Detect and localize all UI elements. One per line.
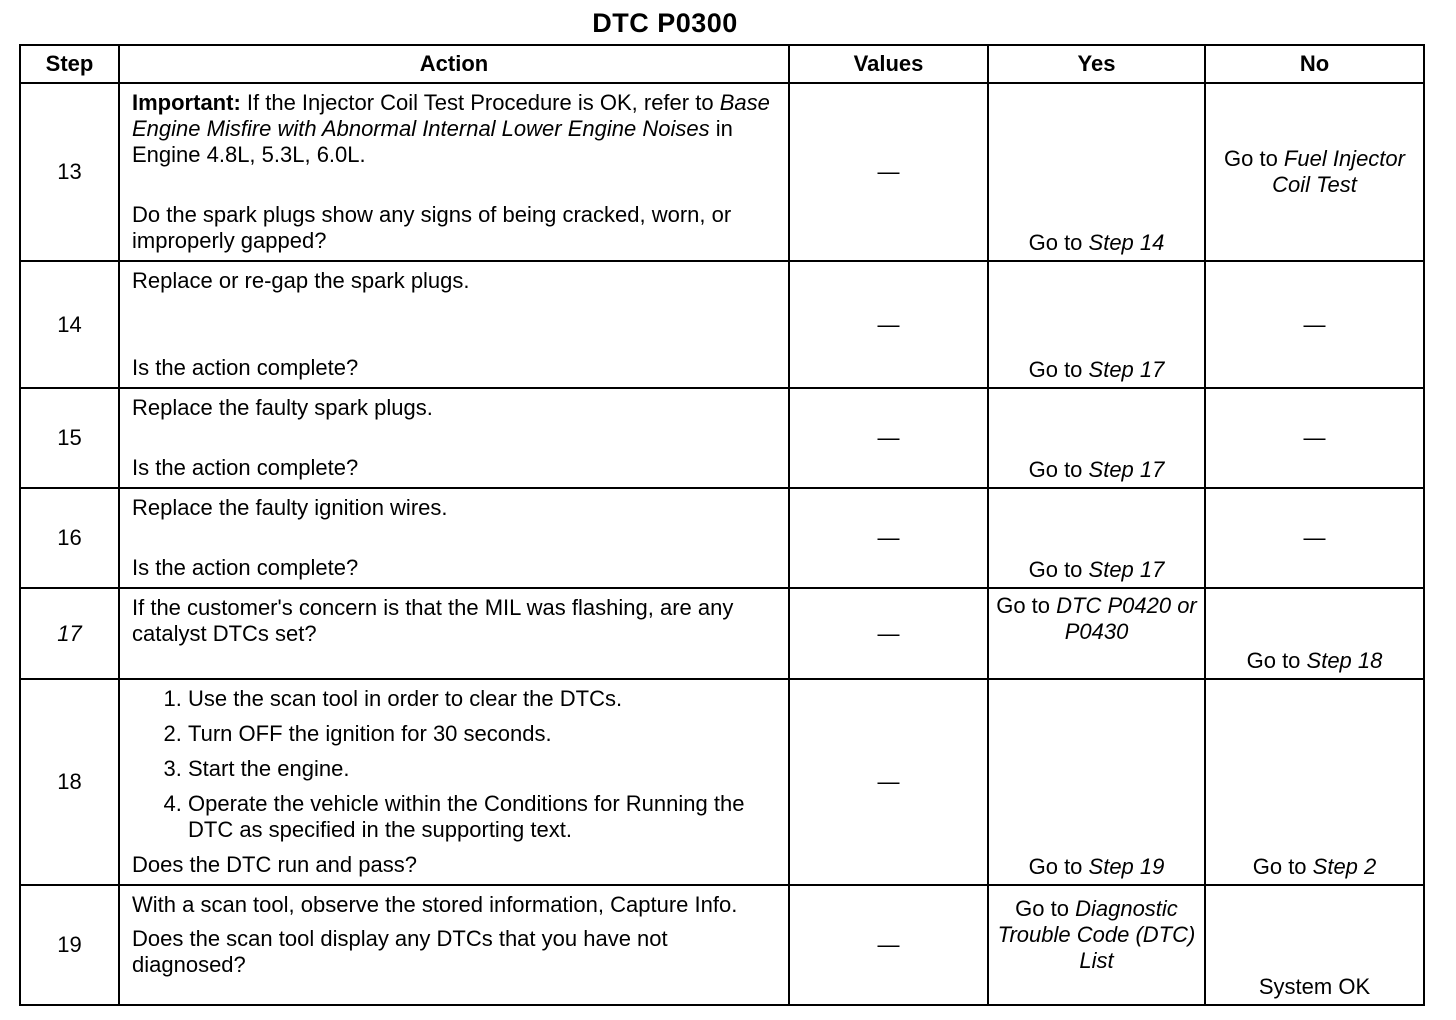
question-text: Is the action complete?	[132, 355, 359, 380]
yes-link[interactable]: Step 17	[1088, 357, 1165, 382]
table-row	[20, 261, 1424, 388]
yes-link[interactable]: Step 14	[1088, 230, 1165, 255]
action-text: Replace the faulty spark plugs.	[132, 395, 433, 420]
diagnostic-table	[19, 44, 1425, 1006]
list-item: 3. Start the engine.	[188, 756, 778, 782]
step-number: 13	[20, 83, 119, 261]
action-cell	[119, 388, 789, 488]
yes-prefix: Go to	[1015, 896, 1076, 921]
no-cell	[1205, 679, 1424, 885]
values-cell: —	[789, 83, 988, 261]
question-text: Does the scan tool display any DTCs that you have not diagnosed?	[132, 926, 668, 977]
yes-link[interactable]: Step 17	[1088, 557, 1165, 582]
yes-cell	[988, 488, 1205, 588]
step-number: 14	[20, 261, 119, 388]
yes-cell	[988, 679, 1205, 885]
yes-prefix: Go to	[1028, 230, 1089, 255]
no-link[interactable]: Step 2	[1312, 854, 1377, 879]
no-cell: —	[1205, 388, 1424, 488]
action-text: Replace the faulty ignition wires.	[132, 495, 448, 520]
yes-cell	[988, 588, 1205, 679]
step-number: 18	[20, 679, 119, 885]
no-cell	[1205, 83, 1424, 261]
header-step: Step	[20, 45, 119, 83]
yes-link[interactable]: DTC P0420 or P0430	[1056, 593, 1197, 644]
action-text: With a scan tool, observe the stored information, Capture Info.	[132, 892, 738, 917]
header-yes: Yes	[988, 45, 1205, 83]
yes-cell	[988, 885, 1205, 1005]
step-number: 15	[20, 388, 119, 488]
table-row	[20, 488, 1424, 588]
action-cell	[119, 588, 789, 679]
yes-cell	[988, 261, 1205, 388]
question-text: Do the spark plugs show any signs of being cracked, worn, or improperly gapped?	[132, 202, 732, 253]
yes-prefix: Go to	[1028, 557, 1089, 582]
no-prefix: Go to	[1224, 146, 1284, 171]
header-values: Values	[789, 45, 988, 83]
table-row	[20, 388, 1424, 488]
table-row	[20, 83, 1424, 261]
values-cell: —	[789, 388, 988, 488]
action-text: Replace or re-gap the spark plugs.	[132, 268, 470, 293]
header-no: No	[1205, 45, 1424, 83]
no-link[interactable]: Fuel Injector Coil Test	[1272, 146, 1405, 197]
no-cell: —	[1205, 488, 1424, 588]
table-row	[20, 588, 1424, 679]
yes-prefix: Go to	[1028, 457, 1089, 482]
table-row	[20, 885, 1424, 1005]
values-cell: —	[789, 261, 988, 388]
question-text: Is the action complete?	[132, 455, 359, 480]
no-cell: —	[1205, 261, 1424, 388]
yes-prefix: Go to	[1028, 357, 1089, 382]
no-cell: System OK	[1205, 885, 1424, 1005]
action-cell	[119, 885, 789, 1005]
yes-link[interactable]: Diagnostic Trouble Code (DTC) List	[997, 896, 1196, 973]
no-link[interactable]: Step 18	[1306, 648, 1383, 673]
list-item: 4. Operate the vehicle within the Conditions for Running the DTC as specified in the supporting text.	[188, 791, 778, 843]
table-header-row	[20, 45, 1424, 83]
yes-cell	[988, 83, 1205, 261]
step-number: 19	[20, 885, 119, 1005]
no-prefix: Go to	[1252, 854, 1313, 879]
yes-prefix: Go to	[996, 593, 1057, 618]
step-number: 17	[20, 588, 119, 679]
action-text-part: in Engine 4.8L, 5.3L, 6.0L.	[132, 116, 733, 167]
action-text: If the customer's concern is that the MIL was flashing, are any catalyst DTCs set?	[132, 595, 734, 646]
yes-cell	[988, 388, 1205, 488]
no-prefix: Go to	[1246, 648, 1307, 673]
yes-link[interactable]: Step 19	[1088, 854, 1165, 879]
step-number: 16	[20, 488, 119, 588]
engine-noise-reference-link[interactable]: Base Engine Misfire with Abnormal Internal Lower Engine Noises	[132, 90, 770, 141]
question-text: Is the action complete?	[132, 555, 359, 580]
action-text	[132, 90, 778, 168]
action-cell	[119, 679, 789, 885]
values-cell: —	[789, 488, 988, 588]
question-text: Does the DTC run and pass?	[132, 852, 417, 877]
list-item: 1. Use the scan tool in order to clear the DTCs.	[188, 686, 778, 712]
yes-prefix: Go to	[1028, 854, 1089, 879]
no-cell	[1205, 588, 1424, 679]
yes-link[interactable]: Step 17	[1088, 457, 1165, 482]
values-cell: —	[789, 679, 988, 885]
values-cell: —	[789, 588, 988, 679]
action-cell	[119, 261, 789, 388]
action-text-part: If the Injector Coil Test Procedure is OK, refer to	[240, 90, 720, 115]
header-action: Action	[119, 45, 789, 83]
values-cell: —	[789, 885, 988, 1005]
action-cell	[119, 488, 789, 588]
table-row	[20, 679, 1424, 885]
page-title: DTC P0300	[592, 8, 738, 38]
action-cell	[119, 83, 789, 261]
list-item: 2. Turn OFF the ignition for 30 seconds.	[188, 721, 778, 747]
important-label: Important:	[132, 90, 241, 115]
action-steps-list	[132, 686, 778, 843]
